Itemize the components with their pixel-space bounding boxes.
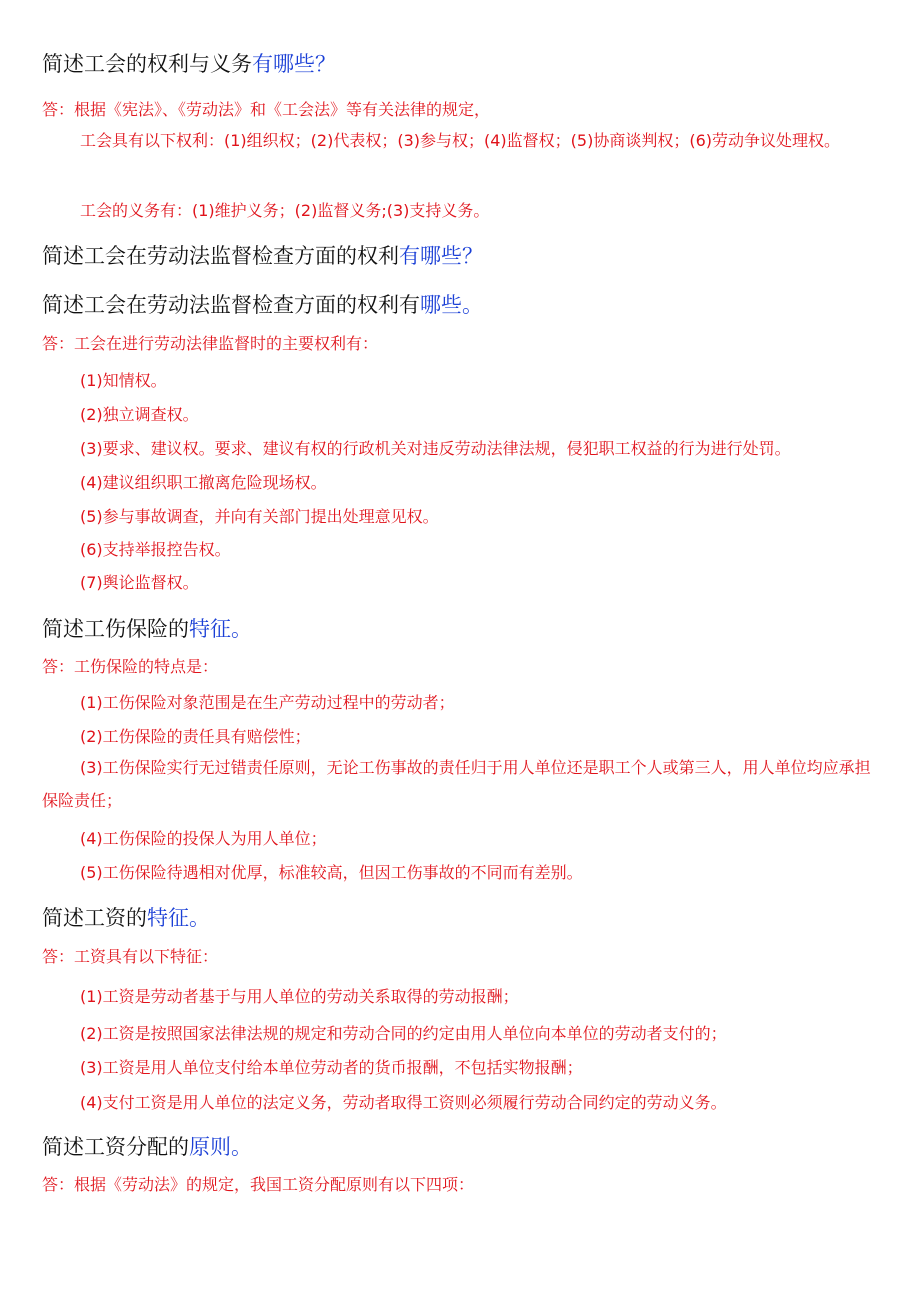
answer-line: 答：工伤保险的特点是： [42, 657, 219, 676]
answer-line: (1)工资是劳动者基于与用人单位的劳动关系取得的劳动报酬； [80, 987, 519, 1006]
question-heading [42, 902, 210, 932]
answer-line: 工会的义务有：(1)维护义务；(2)监督义务;(3)支持义务。 [80, 201, 490, 220]
answer-line: (3)工伤保险实行无过错责任原则，无论工伤事故的责任归于用人单位还是职工个人或第三人，用人单位均应承担保险责任； [42, 758, 871, 810]
answer-line: (2)独立调查权。 [80, 405, 199, 424]
question-highlight: 有哪些？ [399, 244, 483, 268]
answer-line: (3)工资是用人单位支付给本单位劳动者的货币报酬，不包括实物报酬； [80, 1058, 583, 1077]
answer-line: (2)工资是按照国家法律法规的规定和劳动合同的约定由用人单位向本单位的劳动者支付的； [80, 1024, 727, 1043]
question-heading [42, 1131, 252, 1161]
question-highlight: 特征。 [147, 906, 210, 930]
question-highlight: 有哪些？ [252, 52, 336, 76]
question-text: 简述工伤保险的 [42, 617, 189, 641]
answer-line: 答：工资具有以下特征： [42, 947, 219, 966]
question-highlight: 哪些。 [420, 293, 483, 317]
answer-line: (1)工伤保险对象范围是在生产劳动过程中的劳动者； [80, 693, 455, 712]
answer-line: 答：根据《宪法》、《劳动法》和《工会法》等有关法律的规定， [42, 100, 491, 119]
answer-line: (7)舆论监督权。 [80, 573, 199, 592]
answer-line: (4)工伤保险的投保人为用人单位； [80, 829, 327, 848]
question-text: 简述工会的权利与义务 [42, 52, 252, 76]
answer-line: (1)知情权。 [80, 371, 167, 390]
question-text: 简述工会在劳动法监督检查方面的权利 [42, 244, 399, 268]
answer-line: (4)支付工资是用人单位的法定义务，劳动者取得工资则必须履行劳动合同约定的劳动义务。 [80, 1093, 727, 1112]
answer-line: (3)要求、建议权。要求、建议有权的行政机关对违反劳动法律法规，侵犯职工权益的行为进行处罚。 [80, 439, 791, 458]
question-heading [42, 613, 252, 643]
answer-line: (2)工伤保险的责任具有赔偿性； [80, 727, 311, 746]
question-heading [42, 240, 483, 270]
question-text: 简述工会在劳动法监督检查方面的权利有 [42, 293, 420, 317]
answer-line: (6)支持举报控告权。 [80, 540, 231, 559]
answer-line: 答：根据《劳动法》的规定，我国工资分配原则有以下四项： [42, 1175, 475, 1194]
question-highlight: 原则。 [189, 1135, 252, 1159]
answer-line: 答：工会在进行劳动法律监督时的主要权利有： [42, 334, 379, 353]
question-highlight: 特征。 [189, 617, 252, 641]
question-text: 简述工资的 [42, 906, 147, 930]
question-heading [42, 289, 483, 319]
question-text: 简述工资分配的 [42, 1135, 189, 1159]
question-heading [42, 48, 336, 78]
answer-line: (5)工伤保险待遇相对优厚，标准较高，但因工伤事故的不同而有差别。 [80, 863, 583, 882]
answer-line: (4)建议组织职工撤离危险现场权。 [80, 473, 327, 492]
answer-line: (5)参与事故调查，并向有关部门提出处理意见权。 [80, 507, 439, 526]
answer-line: 工会具有以下权利：(1)组织权；(2)代表权；(3)参与权；(4)监督权；(5)协商谈判权；(6)劳动争议处理权。 [80, 131, 840, 150]
